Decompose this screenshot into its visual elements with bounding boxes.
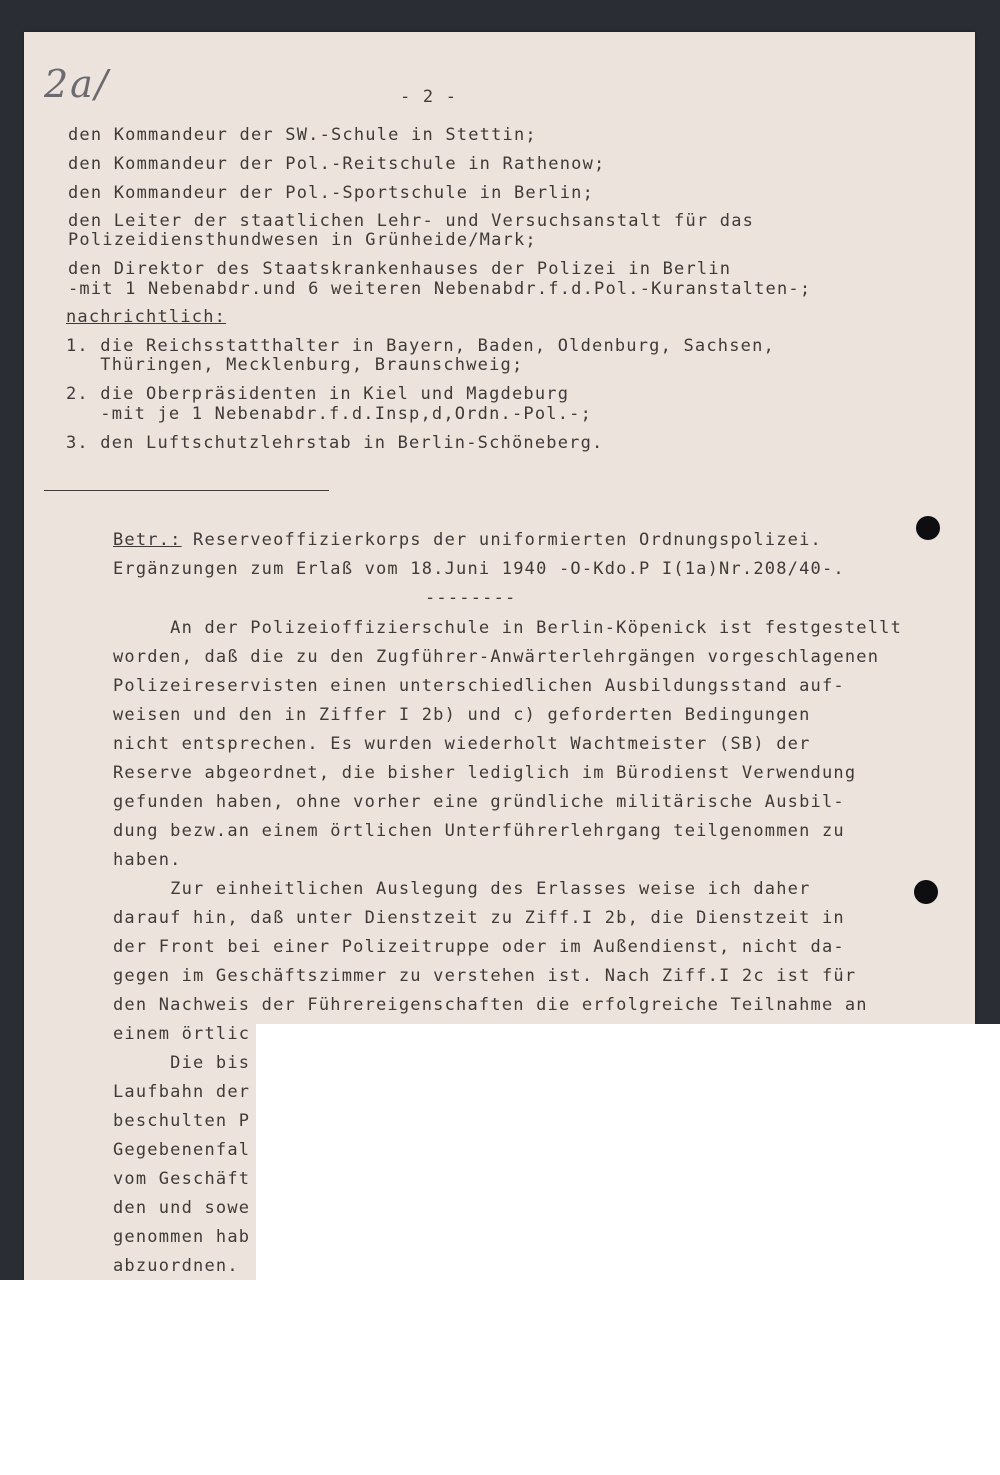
body-line: nicht entsprechen. Es wurden wiederholt Wachtmeister (SB) der — [113, 734, 811, 754]
cc-item: 2. die Oberpräsidenten in Kiel und Magdeburg — [66, 384, 570, 404]
recipient-line: Polizeidiensthundwesen in Grünheide/Mark; — [68, 230, 537, 250]
recipient-line: den Direktor des Staatskrankenhauses der Polizei in Berlin — [68, 259, 732, 279]
body-line: genommen hab — [113, 1227, 251, 1247]
body-line: worden, daß die zu den Zugführer-Anwärterlehrgängen vorgeschlagenen — [113, 647, 880, 667]
section-divider — [44, 490, 329, 491]
recipient-line: -mit 1 Nebenabdr.und 6 weiteren Nebenabdr.f.d.Pol.-Kuranstalten-; — [68, 279, 812, 299]
body-line: gegen im Geschäftszimmer zu verstehen ist. Nach Ziff.I 2c ist für — [113, 966, 857, 986]
separator-dashes: -------- — [425, 588, 517, 608]
subject-line — [113, 531, 822, 550]
body-line: haben. — [113, 850, 182, 870]
cc-heading: nachrichtlich: — [66, 307, 227, 327]
cc-item: 1. die Reichsstatthalter in Bayern, Baden, Oldenburg, Sachsen, — [66, 336, 775, 356]
handwritten-mark: 2a/ — [44, 62, 110, 106]
recipient-line: den Leiter der staatlichen Lehr- und Versuchsanstalt für das — [68, 211, 755, 231]
blank-overlay-region — [256, 1024, 1000, 1280]
body-line: dung bezw.an einem örtlichen Unterführerlehrgang teilgenommen zu — [113, 821, 845, 841]
body-line: Laufbahn der — [113, 1082, 251, 1102]
recipient-line: den Kommandeur der Pol.-Reitschule in Rathenow; — [68, 154, 606, 174]
subject-line-2: Ergänzungen zum Erlaß vom 18.Juni 1940 -O-Kdo.P I(1a)Nr.208/40-. — [113, 559, 845, 579]
body-line: beschulten P — [113, 1111, 251, 1131]
body-line: An der Polizeioffizierschule in Berlin-Köpenick ist festgestellt — [113, 618, 903, 638]
body-line: den und sowe — [113, 1198, 251, 1218]
body-line: Die bis — [113, 1053, 251, 1073]
page-number: - 2 - — [400, 87, 458, 107]
body-line: abzuordnen. — [113, 1256, 239, 1276]
punch-hole — [916, 516, 940, 540]
recipient-line: den Kommandeur der SW.-Schule in Stettin; — [68, 125, 537, 145]
body-line: den Nachweis der Führereigenschaften die erfolgreiche Teilnahme an — [113, 995, 868, 1015]
body-line: Gegebenenfal — [113, 1140, 251, 1160]
body-line: Reserve abgeordnet, die bisher lediglich im Bürodienst Verwendung — [113, 763, 857, 783]
cc-item: Thüringen, Mecklenburg, Braunschweig; — [66, 355, 524, 375]
body-line: weisen und den in Ziffer I 2b) und c) geforderten Bedingungen — [113, 705, 811, 725]
body-line: Zur einheitlichen Auslegung des Erlasses weise ich daher — [113, 879, 811, 899]
recipient-line: den Kommandeur der Pol.-Sportschule in Berlin; — [68, 183, 595, 203]
body-line: einem örtlic — [113, 1024, 251, 1044]
body-line: gefunden haben, ohne vorher eine gründliche militärische Ausbil- — [113, 792, 845, 812]
cc-item: 3. den Luftschutzlehrstab in Berlin-Schöneberg. — [66, 433, 604, 453]
body-line: vom Geschäft — [113, 1169, 251, 1189]
punch-hole — [914, 880, 938, 904]
subject-label: Betr.: — [113, 530, 182, 550]
subject-text: Reserveoffizierkorps der uniformierten Ordnungspolizei. — [181, 530, 822, 550]
body-line: darauf hin, daß unter Dienstzeit zu Ziff.I 2b, die Dienstzeit in — [113, 908, 845, 928]
blank-bottom-margin — [0, 1280, 1000, 1475]
body-line: Polizeireservisten einen unterschiedlichen Ausbildungsstand auf- — [113, 676, 845, 696]
body-line: der Front bei einer Polizeitruppe oder im Außendienst, nicht da- — [113, 937, 845, 957]
cc-item: -mit je 1 Nebenabdr.f.d.Insp,d,Ordn.-Pol.-; — [66, 404, 593, 424]
